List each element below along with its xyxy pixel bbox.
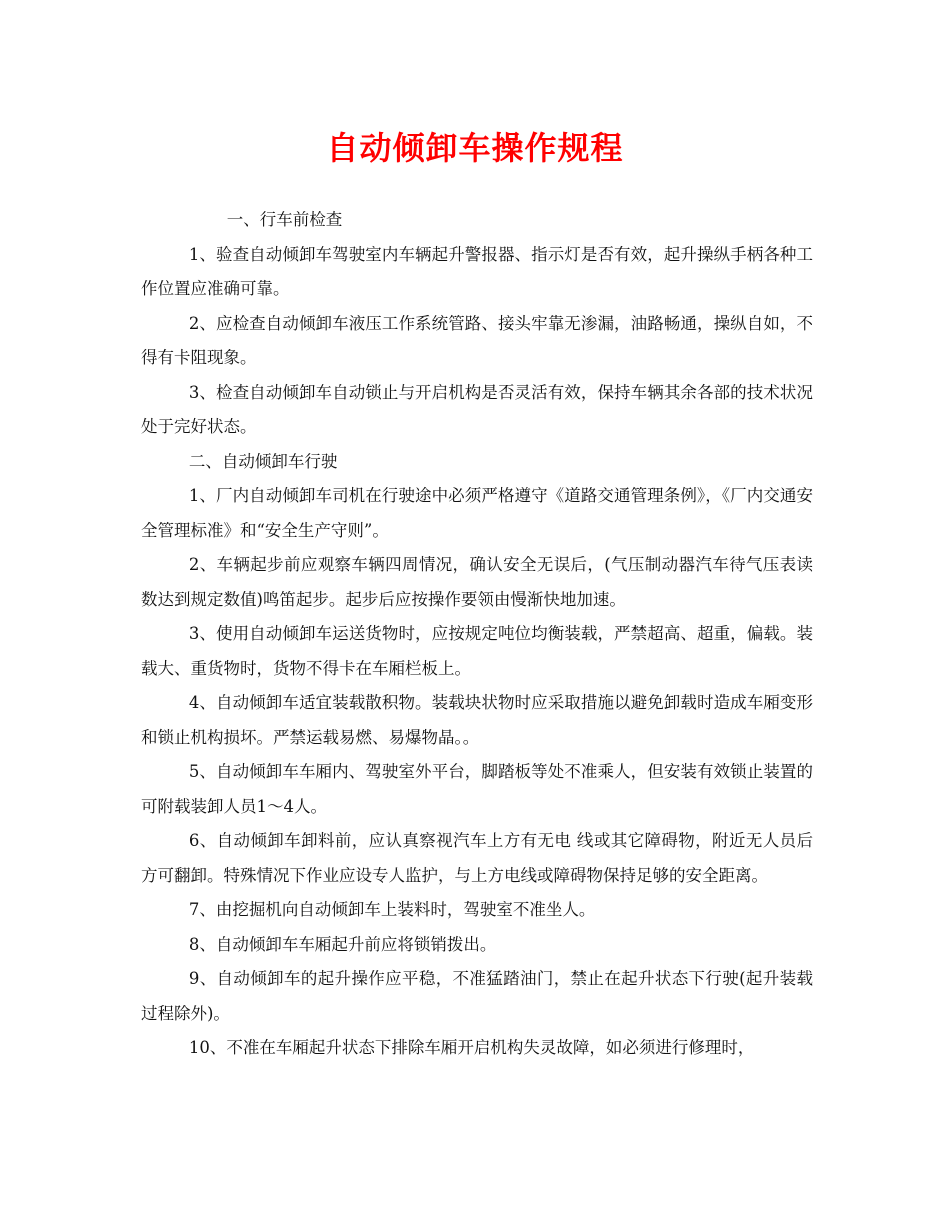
paragraph-2-1: 1、厂内自动倾卸车司机在行驶途中必须严格遵守《道路交通管理条例》，《厂内交通安全管理标准》和“安全生产守则”。 <box>141 486 813 540</box>
paragraph-2-6: 6、自动倾卸车卸料前，应认真察视汽车上方有无电 线或其它障碍物，附近无人员后方可翻卸。特殊情况下作业应设专人监护，与上方电线或障碍物保持足够的安全距离。 <box>141 831 813 885</box>
paragraph-1-1: 1、验查自动倾卸车驾驶室内车辆起升警报器、指示灯是否有效，起升操纵手柄各种工作位置应准确可靠。 <box>141 244 813 298</box>
paragraph-2-7: 7、由挖掘机向自动倾卸车上装料时，驾驶室不准坐人。 <box>188 900 596 919</box>
paragraph-2-8: 8、自动倾卸车车厢起升前应将锁销拨出。 <box>188 934 497 954</box>
paragraph-1-3: 3、检查自动倾卸车自动锁止与开启机构是否灵活有效，保持车辆其余各部的技术状况处于完好状态。 <box>141 382 813 436</box>
paragraph-1-2: 2、应检查自动倾卸车液压工作系统管路、接头牢靠无渗漏，油路畅通，操纵自如，不得有卡阻现象。 <box>141 313 813 367</box>
paragraph-2-4: 4、自动倾卸车适宜装载散积物。装载块状物时应采取措施以避免卸载时造成车厢变形和锁止机构损坏。严禁运载易燃、易爆物晶。。 <box>141 693 813 747</box>
paragraph-2-10: 10、不准在车厢起升状态下排除车厢开启机构失灵故障，如必须进行修理时， <box>188 1038 755 1057</box>
paragraph-2-2: 2、车辆起步前应观察车辆四周情况，确认安全无误后，(气压制动器汽车待气压表读数达到规定数值)鸣笛起步。起步后应按操作要领由慢渐快地加速。 <box>141 555 813 609</box>
paragraph-2-9: 9、自动倾卸车的起升操作应平稳，不准猛踏油门，禁止在起升状态下行驶(起升装载过程除外)。 <box>141 969 813 1023</box>
paragraph-2-3: 3、使用自动倾卸车运送货物时，应按规定吨位均衡装载，严禁超高、超重，偏载。装载大、重货物时，货物不得卡在车厢栏板上。 <box>141 624 813 678</box>
section-heading-pre-drive-check: 一、行车前检查 <box>226 210 343 229</box>
section-heading-driving: 二、自动倾卸车行驶 <box>188 451 338 471</box>
document-title: 自动倾卸车操作规程 <box>326 129 624 167</box>
paragraph-2-5: 5、自动倾卸车车厢内、驾驶室外平台，脚踏板等处不准乘人，但安装有效锁止装置的可附载装卸人员1～4人。 <box>141 762 813 816</box>
document-body <box>141 203 813 1066</box>
